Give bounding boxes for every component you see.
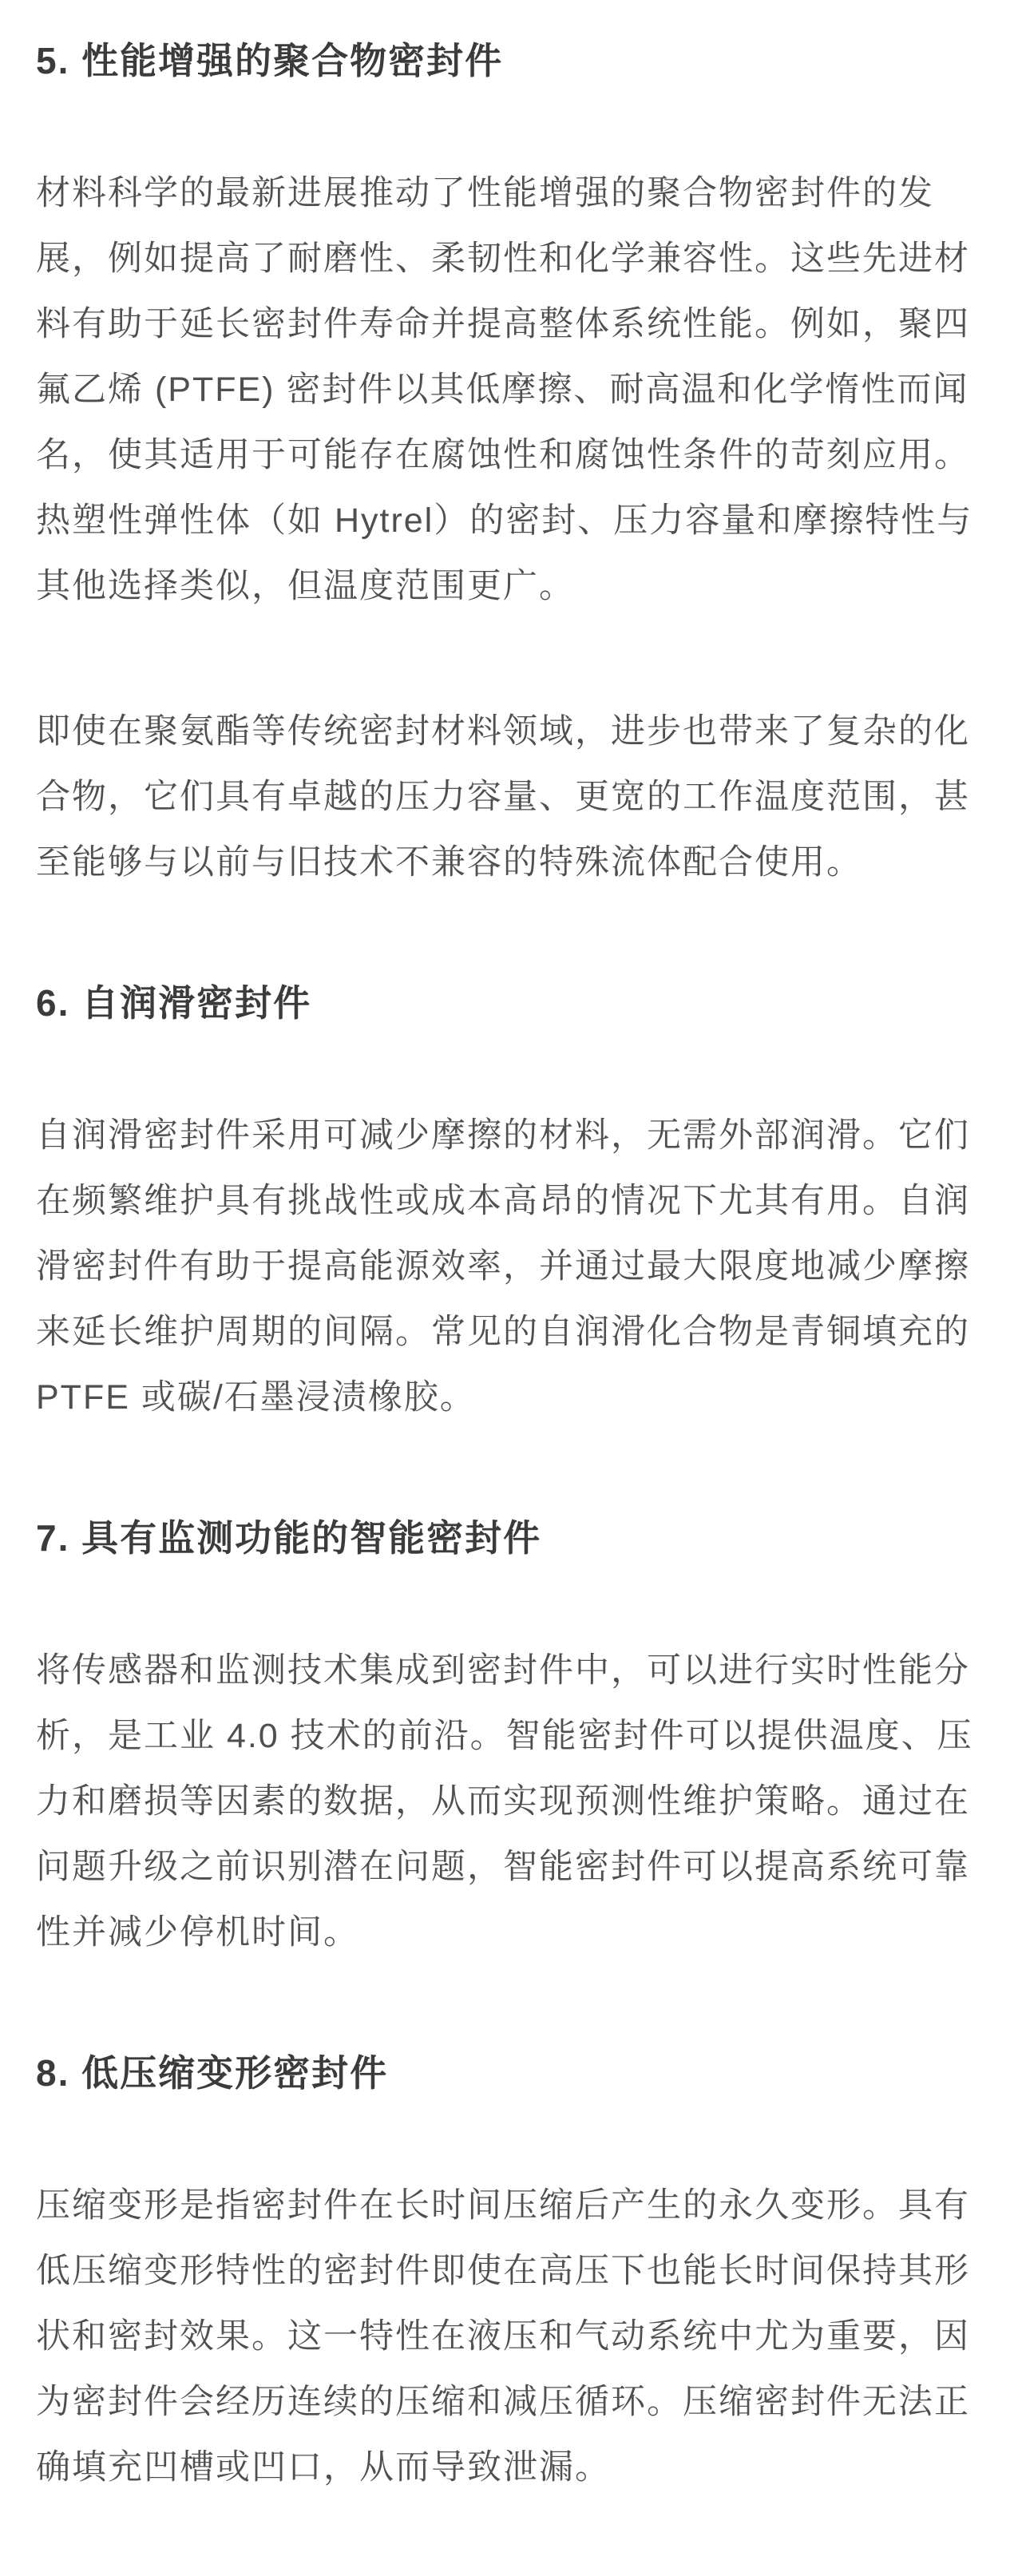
article-paragraph: 将传感器和监测技术集成到密封件中，可以进行实时性能分析，是工业 4.0 技术的前沿。智能密封件可以提供温度、压力和磨损等因素的数据，从而实现预测性维护策略。通过在问题升级之前识别潜在问题，智能密封件可以提高系统可靠性并减少停机时间。 xyxy=(36,1651,973,1952)
article-section-5 xyxy=(36,37,986,895)
article-paragraph: 材料科学的最新进展推动了性能增强的聚合物密封件的发展，例如提高了耐磨性、柔韧性和化学兼容性。这些先进材料有助于延长密封件寿命并提高整体系统性能。例如，聚四氟乙烯 (PTFE) 密封件以其低摩擦、耐高温和化学惰性而闻名，使其适用于可能存在腐蚀性和腐蚀性条件的苛刻应用。热塑性弹性体（如 Hytrel）的密封、压力容量和摩擦特性与其他选择类似，但温度范围更广。 xyxy=(36,174,973,605)
article-body xyxy=(36,37,986,2500)
article-paragraph: 压缩变形是指密封件在长时间压缩后产生的永久变形。具有低压缩变形特性的密封件即使在高压下也能长时间保持其形状和密封效果。这一特性在液压和气动系统中尤为重要，因为密封件会经历连续的压缩和减压循环。压缩密封件无法正确填充凹槽或凹口，从而导致泄漏。 xyxy=(36,2186,970,2487)
article-paragraph: 即使在聚氨酯等传统密封材料领域，进步也带来了复杂的化合物，它们具有卓越的压力容量、更宽的工作温度范围，甚至能够与以前与旧技术不兼容的特殊流体配合使用。 xyxy=(36,712,970,882)
article-paragraph: 自润滑密封件采用可减少摩擦的材料，无需外部润滑。它们在频繁维护具有挑战性或成本高昂的情况下尤其有用。自润滑密封件有助于提高能源效率，并通过最大限度地减少摩擦来延长维护周期的间隔。常见的自润滑化合物是青铜填充的 PTFE 或碳/石墨浸渍橡胶。 xyxy=(36,1116,970,1417)
section-heading: 5. 性能增强的聚合物密封件 xyxy=(36,40,504,81)
article-section-8 xyxy=(36,2049,986,2500)
article-section-7 xyxy=(36,1514,986,1965)
section-heading: 7. 具有监测功能的智能密封件 xyxy=(36,1517,542,1559)
section-heading: 6. 自润滑密封件 xyxy=(36,982,312,1024)
section-heading: 8. 低压缩变形密封件 xyxy=(36,2052,389,2094)
article-section-6 xyxy=(36,979,986,1430)
